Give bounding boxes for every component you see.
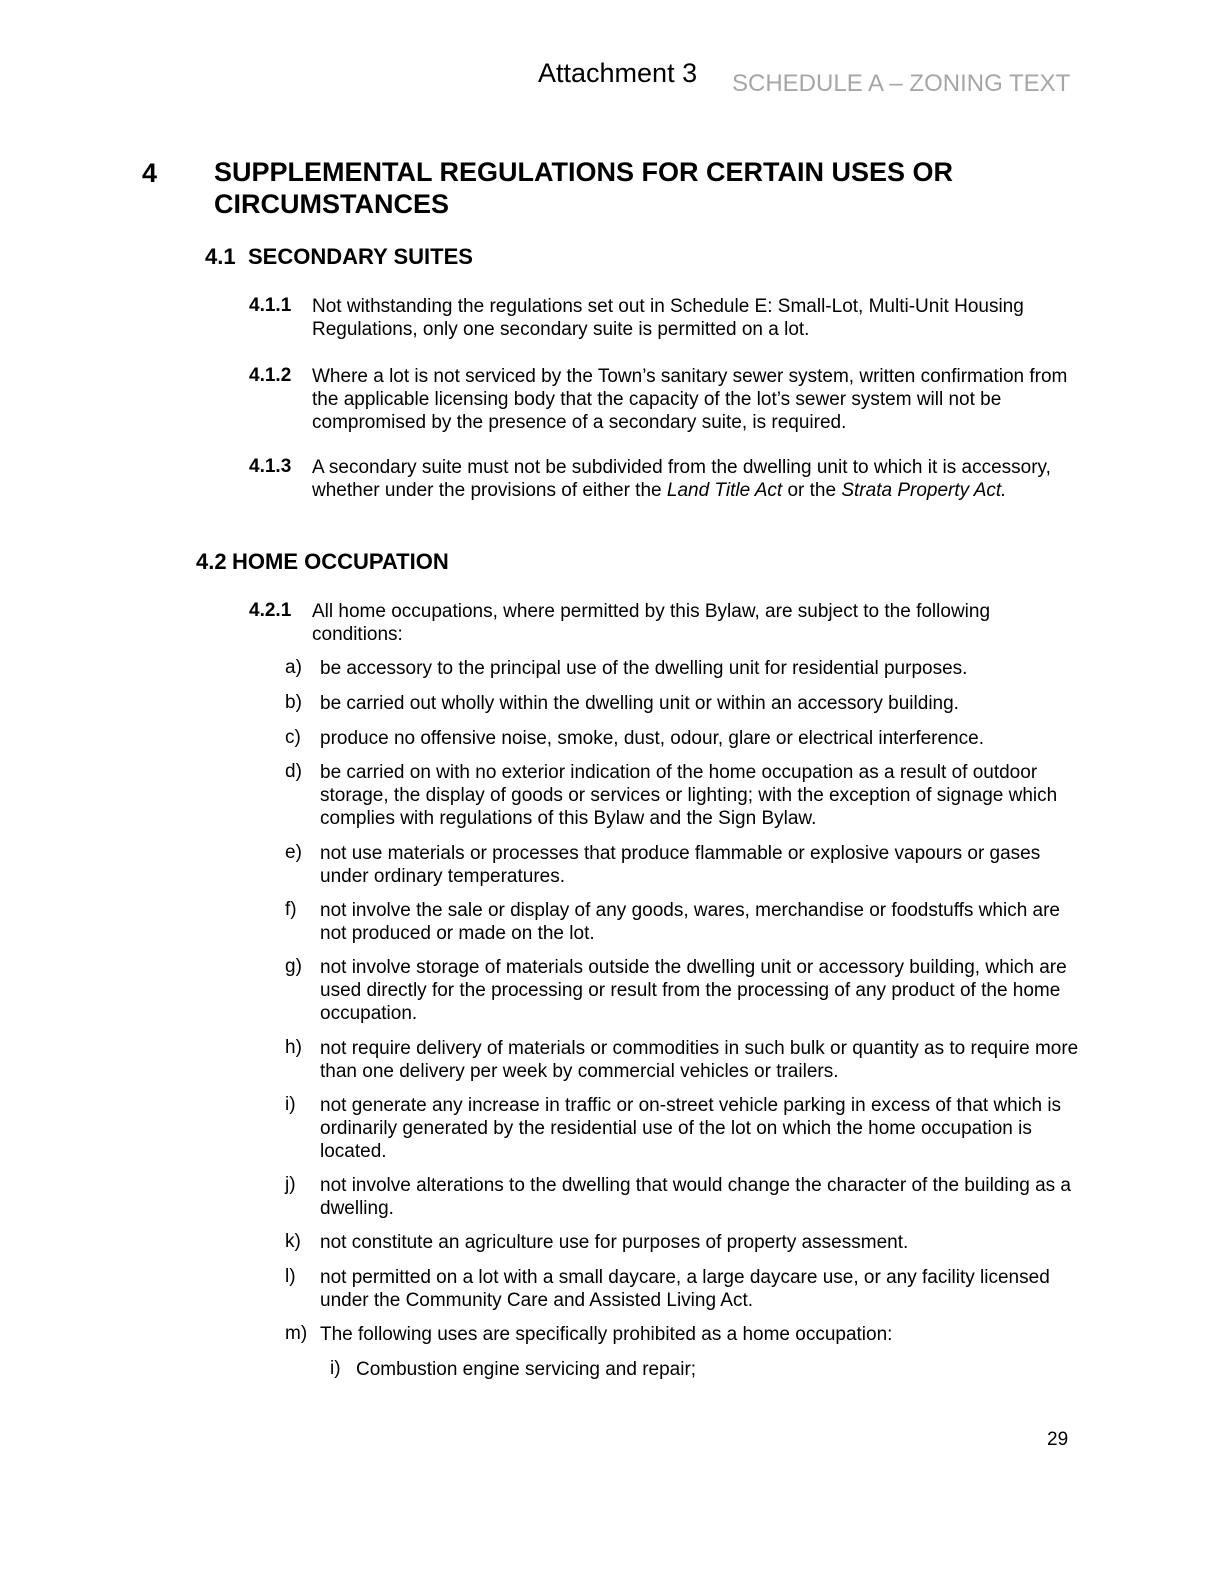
condition-text: not constitute an agriculture use for purposes of property assessment.: [320, 1232, 909, 1253]
prohibited-use-text: Combustion engine servicing and repair;: [356, 1359, 697, 1380]
condition-text: not use materials or processes that produce flammable or explosive vapours or gases under ordinary temperatures.: [320, 843, 1041, 887]
condition-label: b): [285, 692, 302, 713]
condition-label: j): [285, 1174, 296, 1195]
condition-text: not involve storage of materials outside the dwelling unit or accessory building, which are used directly for the processing or result from the processing of any product of the home occupation.: [320, 957, 1067, 1024]
condition-label: a): [285, 657, 302, 678]
condition-label: e): [285, 842, 302, 863]
chapter-title: SUPPLEMENTAL REGULATIONS FOR CERTAIN USES OR CIRCUMSTANCES: [214, 157, 954, 219]
condition-text: be carried out wholly within the dwelling unit or within an accessory building.: [320, 693, 959, 714]
section-4-1-number: 4.1: [205, 244, 236, 269]
strata-property-act-reference: Strata Property Act.: [841, 480, 1007, 501]
clause-4-1-3-number: 4.1.3: [249, 456, 292, 477]
clause-4-1-2-number: 4.1.2: [249, 365, 292, 386]
condition-label: h): [285, 1037, 302, 1058]
land-title-act-reference: Land Title Act: [666, 480, 783, 501]
section-4-1-title: SECONDARY SUITES: [248, 244, 473, 269]
schedule-label: SCHEDULE A – ZONING TEXT: [732, 70, 1071, 97]
condition-label: d): [285, 761, 302, 782]
condition-text: not permitted on a lot with a small daycare, a large daycare use, or any facility licensed under the Community Care and Assisted Living Act.: [320, 1267, 1050, 1311]
clause-4-1-2-text: Where a lot is not serviced by the Town’s sanitary sewer system, written confirmation from the applicable licensing body that the capacity of the lot’s sewer system will not be compromised by the presence of a secondary suite, is required.: [312, 366, 1068, 433]
clause-4-2-1-number: 4.2.1: [249, 600, 292, 621]
condition-text: not involve the sale or display of any goods, wares, merchandise or foodstuffs which are not produced or made on the lot.: [320, 900, 1060, 944]
condition-text: not require delivery of materials or commodities in such bulk or quantity as to require more than one delivery per week by commercial vehicles or trailers.: [320, 1038, 1079, 1082]
condition-label: l): [285, 1266, 296, 1287]
clause-4-2-1-text: All home occupations, where permitted by this Bylaw, are subject to the following conditions:: [312, 601, 991, 645]
condition-text: be accessory to the principal use of the dwelling unit for residential purposes.: [320, 658, 968, 679]
prohibited-use-label: i): [330, 1358, 341, 1379]
condition-label: k): [285, 1231, 301, 1252]
page-number: 29: [1047, 1429, 1069, 1450]
condition-text: The following uses are specifically prohibited as a home occupation:: [320, 1324, 893, 1345]
chapter-number: 4: [142, 158, 158, 188]
condition-label: m): [285, 1323, 308, 1344]
clause-4-1-1-text: Not withstanding the regulations set out in Schedule E: Small-Lot, Multi-Unit Housing Regulations, only one secondary suite is permitted on a lot.: [312, 296, 1024, 340]
condition-text: be carried on with no exterior indication of the home occupation as a result of outdoor storage, the display of goods or services or lighting; with the exception of signage which complies with regulations of this Bylaw and the Sign Bylaw.: [320, 762, 1058, 829]
condition-label: g): [285, 956, 302, 977]
condition-text: not involve alterations to the dwelling that would change the character of the building as a dwelling.: [320, 1175, 1071, 1219]
condition-label: c): [285, 727, 301, 748]
clause-4-1-3-text: [312, 456, 1082, 502]
clause-4-1-3-text-part-2: or the: [782, 480, 842, 501]
clause-4-1-3-text-part-1: A secondary suite must not be subdivided from the dwelling unit to which it is accessory, whether under the provisions of either the: [312, 457, 1051, 501]
section-4-2-number: 4.2: [196, 549, 227, 574]
attachment-label: Attachment 3: [538, 58, 698, 88]
section-4-2-title: HOME OCCUPATION: [232, 549, 449, 574]
condition-text: produce no offensive noise, smoke, dust, odour, glare or electrical interference.: [320, 728, 984, 749]
clause-4-1-1-number: 4.1.1: [249, 295, 292, 316]
condition-text: not generate any increase in traffic or on-street vehicle parking in excess of that which is ordinarily generated by the residential use of the lot on which the home occupation is located.: [320, 1095, 1062, 1162]
condition-label: f): [285, 899, 297, 920]
condition-label: i): [285, 1094, 296, 1115]
